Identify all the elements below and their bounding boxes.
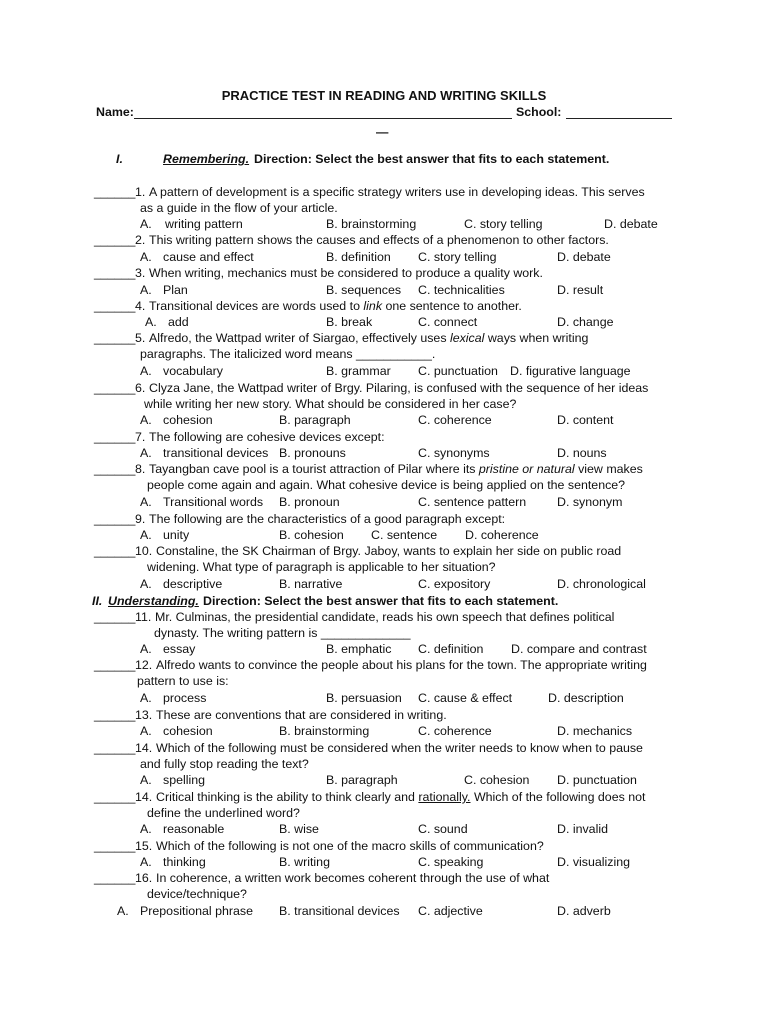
section-name: Remembering.	[163, 152, 250, 166]
answer-blank: ______	[94, 708, 136, 722]
question-text	[149, 511, 505, 527]
option-c: C. definition	[418, 642, 484, 656]
name-line	[134, 118, 512, 119]
name-label: Name:	[96, 105, 134, 119]
option-d: D. compare and contrast	[511, 642, 647, 656]
option-c: C. sentence pattern	[418, 495, 527, 509]
question-text	[147, 477, 625, 493]
question-number: 8.	[135, 462, 146, 476]
question-text-segment: Clyza Jane, the Wattpad writer of Brgy. Pilaring, is confused with the sequence of her ideas	[149, 381, 649, 395]
emphasized-word: lexical	[449, 331, 485, 345]
question-text	[149, 380, 648, 396]
option-d: D. punctuation	[557, 773, 637, 787]
question-text	[149, 298, 522, 314]
option-a: reasonable	[163, 822, 225, 836]
option-a: descriptive	[163, 577, 223, 591]
option-a: unity	[163, 528, 190, 542]
option-b: B. cohesion	[279, 528, 344, 542]
question-text-segment: pattern to use is:	[137, 674, 229, 688]
option-d: D. debate	[604, 217, 658, 231]
option-c: C. sentence	[371, 528, 438, 542]
option-a: spelling	[163, 773, 206, 787]
question-text	[156, 740, 643, 756]
answer-blank: ______	[94, 185, 136, 199]
emphasized-word: rationally.	[418, 790, 471, 804]
question-text	[144, 396, 516, 412]
option-b: B. persuasion	[326, 691, 402, 705]
question-text	[149, 232, 609, 248]
answer-blank: ______	[94, 381, 136, 395]
question-number: 16.	[135, 871, 153, 885]
question-text	[149, 265, 543, 281]
question-text-segment: while writing her new story. What should be considered in her case?	[144, 397, 517, 411]
section-name: Understanding.	[108, 594, 199, 608]
option-c: C. synonyms	[418, 446, 490, 460]
question-text	[140, 756, 309, 772]
question-text	[149, 330, 588, 346]
question-text-segment: Which of the following is not one of the macro skills of communication?	[156, 839, 544, 853]
option-b: B. emphatic	[326, 642, 392, 656]
question-text-segment: A pattern of development is a specific strategy writers use in developing ideas. This serves	[149, 185, 645, 199]
question-number: 10.	[135, 544, 153, 558]
option-b: B. sequences	[326, 283, 402, 297]
option-a: essay	[163, 642, 196, 656]
question-text-segment: Which of the following must be considered when the writer needs to know when to pause	[156, 741, 643, 755]
question-text	[147, 559, 496, 575]
option-c: C. cause & effect	[418, 691, 513, 705]
option-letter: A.	[140, 250, 152, 264]
emphasized-word: pristine or natural	[478, 462, 575, 476]
question-text	[156, 657, 647, 673]
option-c: C. cohesion	[464, 773, 530, 787]
option-b: B. definition	[326, 250, 391, 264]
option-b: B. paragraph	[279, 413, 351, 427]
option-a: Plan	[163, 283, 188, 297]
question-text-segment: device/technique?	[147, 887, 247, 901]
question-text-segment: one sentence to another.	[382, 299, 522, 313]
question-number: 15.	[135, 839, 153, 853]
option-a: thinking	[163, 855, 206, 869]
direction-text: Direction: Select the best answer that fits to each statement.	[203, 594, 559, 608]
question-text-segment: The following are the characteristics of a good paragraph except:	[149, 512, 506, 526]
emphasized-word: link	[363, 299, 383, 313]
question-text-segment: The following are cohesive devices except:	[149, 430, 385, 444]
question-number: 6.	[135, 381, 146, 395]
question-text	[156, 838, 544, 854]
question-text	[156, 707, 447, 723]
option-b: B. wise	[279, 822, 319, 836]
answer-blank: ______	[94, 512, 136, 526]
question-text-segment: Tayangban cave pool is a tourist attraction of Pilar where its	[149, 462, 479, 476]
option-letter: A.	[140, 364, 152, 378]
option-a: writing pattern	[165, 217, 243, 231]
question-text-segment: Which of the following does not	[470, 790, 646, 804]
question-text-segment: as a guide in the flow of your article.	[140, 201, 338, 215]
question-number: 12.	[135, 658, 153, 672]
option-a: vocabulary	[163, 364, 223, 378]
option-b: B. pronoun	[279, 495, 340, 509]
option-d: D. adverb	[557, 904, 611, 918]
option-b: B. paragraph	[326, 773, 398, 787]
option-c: C. story telling	[464, 217, 543, 231]
option-b: B. narrative	[279, 577, 343, 591]
option-c: C. punctuation	[418, 364, 498, 378]
option-c: C. technicalities	[418, 283, 505, 297]
question-text-segment: Critical thinking is the ability to think clearly and	[156, 790, 419, 804]
answer-blank: ______	[94, 430, 136, 444]
question-text-segment: This writing pattern shows the causes and effects of a phenomenon to other factors.	[149, 233, 609, 247]
answer-blank: ______	[94, 233, 136, 247]
question-text	[156, 870, 549, 886]
page-title: PRACTICE TEST IN READING AND WRITING SKILLS	[221, 88, 547, 103]
option-c: C. coherence	[418, 413, 492, 427]
option-letter: A.	[117, 904, 129, 918]
question-number: 14.	[135, 790, 153, 804]
option-c: C. expository	[418, 577, 491, 591]
option-d: D. mechanics	[557, 724, 633, 738]
option-a: cohesion	[163, 724, 213, 738]
question-text-segment: ways when writing	[484, 331, 589, 345]
option-b: B. writing	[279, 855, 330, 869]
option-letter: A.	[140, 413, 152, 427]
option-letter: A.	[140, 283, 152, 297]
option-c: C. story telling	[418, 250, 497, 264]
option-d: D. change	[557, 315, 614, 329]
option-a: cause and effect	[163, 250, 254, 264]
option-c: C. connect	[418, 315, 478, 329]
option-c: C. speaking	[418, 855, 484, 869]
option-c: C. sound	[418, 822, 468, 836]
question-number: 4.	[135, 299, 146, 313]
option-c: C. coherence	[418, 724, 492, 738]
option-b: B. pronouns	[279, 446, 346, 460]
question-text-segment: define the underlined word?	[147, 806, 300, 820]
question-text	[149, 184, 645, 200]
question-number: 5.	[135, 331, 146, 345]
answer-blank: ______	[94, 299, 136, 313]
question-text	[140, 346, 435, 362]
question-text	[156, 789, 645, 805]
answer-blank: ______	[94, 462, 136, 476]
question-number: 9.	[135, 512, 146, 526]
question-text	[155, 609, 614, 625]
question-text-segment: These are conventions that are considered in writing.	[156, 708, 447, 722]
header-dash: —	[376, 125, 389, 139]
question-text	[156, 543, 621, 559]
option-a: Prepositional phrase	[140, 904, 253, 918]
question-number: 11.	[135, 610, 152, 624]
option-letter: A.	[140, 495, 152, 509]
question-text-segment: dynasty. The writing pattern is _____________	[154, 626, 411, 640]
answer-blank: ______	[94, 658, 136, 672]
question-number: 3.	[135, 266, 146, 280]
option-letter: A.	[140, 217, 152, 231]
answer-blank: ______	[94, 266, 136, 280]
answer-blank: ______	[94, 610, 136, 624]
question-text	[147, 805, 300, 821]
question-text-segment: people come again and again. What cohesive device is being applied on the sentence?	[147, 478, 626, 492]
question-text	[154, 625, 410, 641]
option-b: B. brainstorming	[279, 724, 370, 738]
school-line	[566, 118, 672, 119]
question-text-segment: widening. What type of paragraph is applicable to her situation?	[147, 560, 496, 574]
option-d: D. coherence	[465, 528, 539, 542]
answer-blank: ______	[94, 871, 136, 885]
question-text-segment: view makes	[574, 462, 643, 476]
section-roman: II.	[92, 594, 103, 608]
option-c: C. adjective	[418, 904, 483, 918]
answer-blank: ______	[94, 839, 136, 853]
option-b: B. grammar	[326, 364, 391, 378]
answer-blank: ______	[94, 790, 136, 804]
question-text-segment: Alfredo, the Wattpad writer of Siargao, effectively uses	[149, 331, 450, 345]
question-text-segment: and fully stop reading the text?	[140, 757, 309, 771]
question-number: 1.	[135, 185, 146, 199]
option-d: D. content	[557, 413, 614, 427]
question-text	[149, 461, 643, 477]
question-number: 2.	[135, 233, 146, 247]
option-letter: A.	[140, 691, 152, 705]
option-letter: A.	[140, 528, 152, 542]
question-number: 13.	[135, 708, 153, 722]
option-a: transitional devices	[163, 446, 269, 460]
option-a: Transitional words	[163, 495, 264, 509]
answer-blank: ______	[94, 544, 136, 558]
option-letter: A.	[140, 773, 152, 787]
question-text	[149, 429, 385, 445]
option-letter: A.	[140, 577, 152, 591]
question-number: 14.	[135, 741, 153, 755]
option-d: D. figurative language	[510, 364, 631, 378]
question-text-segment: Mr. Culminas, the presidential candidate, reads his own speech that defines political	[155, 610, 615, 624]
answer-blank: ______	[94, 331, 136, 345]
school-label: School:	[516, 105, 562, 119]
question-text-segment: Constaline, the SK Chairman of Brgy. Jaboy, wants to explain her side on public road	[156, 544, 622, 558]
option-d: D. nouns	[557, 446, 607, 460]
option-d: D. debate	[557, 250, 611, 264]
option-letter: A.	[140, 446, 152, 460]
option-letter: A.	[145, 315, 157, 329]
option-letter: A.	[140, 724, 152, 738]
question-text	[147, 886, 247, 902]
option-letter: A.	[140, 855, 152, 869]
question-text-segment: Transitional devices are words used to	[149, 299, 364, 313]
question-text-segment: Alfredo wants to convince the people about his plans for the town. The appropriate writing	[156, 658, 647, 672]
option-d: D. visualizing	[557, 855, 630, 869]
answer-blank: ______	[94, 741, 136, 755]
question-text-segment: In coherence, a written work becomes coherent through the use of what	[156, 871, 550, 885]
question-text-segment: paragraphs. The italicized word means ___________.	[140, 347, 436, 361]
option-d: D. chronological	[557, 577, 646, 591]
option-a: add	[168, 315, 189, 329]
question-text-segment: When writing, mechanics must be considered to produce a quality work.	[149, 266, 543, 280]
option-b: B. brainstorming	[326, 217, 417, 231]
section-roman: I.	[116, 152, 123, 166]
direction-text: Direction: Select the best answer that fits to each statement.	[254, 152, 610, 166]
option-a: cohesion	[163, 413, 213, 427]
option-d: D. invalid	[557, 822, 608, 836]
option-b: B. break	[326, 315, 373, 329]
option-d: D. description	[548, 691, 624, 705]
option-letter: A.	[140, 822, 152, 836]
option-letter: A.	[140, 642, 152, 656]
question-text	[137, 673, 229, 689]
option-a: process	[163, 691, 207, 705]
option-d: D. synonym	[557, 495, 623, 509]
question-text	[140, 200, 338, 216]
question-number: 7.	[135, 430, 146, 444]
option-b: B. transitional devices	[279, 904, 400, 918]
option-d: D. result	[557, 283, 604, 297]
